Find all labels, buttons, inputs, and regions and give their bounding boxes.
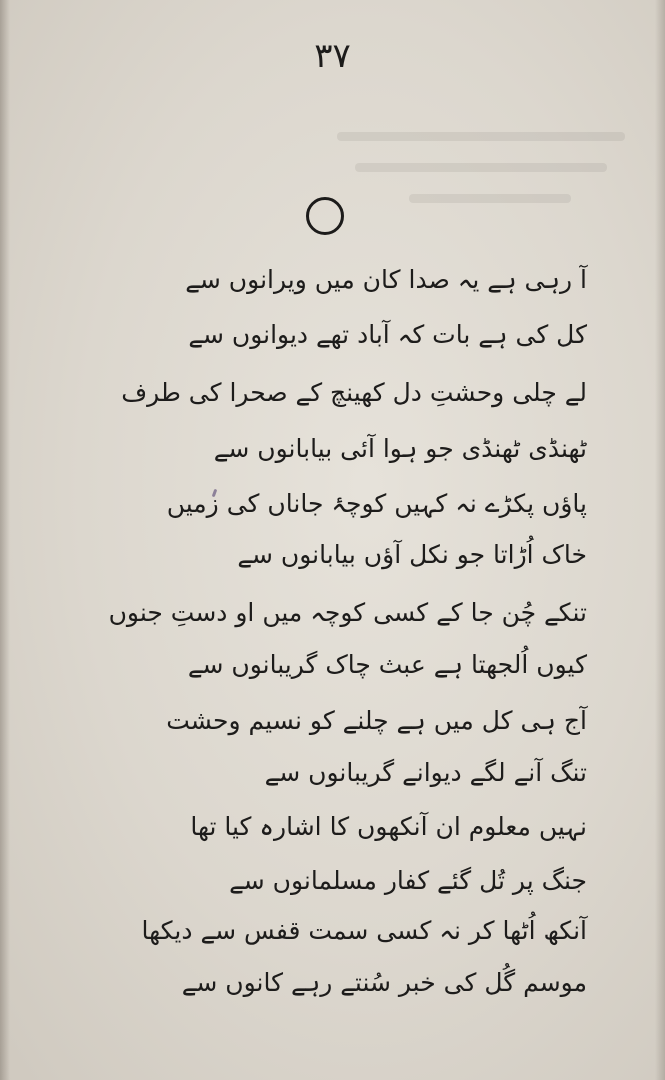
page-right-edge bbox=[655, 0, 665, 1080]
verse-line-13: آنکھ اُٹھا کر نہ کسی سمت قفس سے دیکھا bbox=[141, 916, 587, 945]
page-left-edge bbox=[0, 0, 10, 1080]
verse-line-7: تنکے چُن جا کے کسی کوچہ میں او دستِ جنوں bbox=[108, 598, 587, 627]
page-number: ۳۷ bbox=[314, 36, 351, 76]
verse-line-4: ٹھنڈی ٹھنڈی جو ہوا آئی بیابانوں سے bbox=[213, 434, 587, 463]
verse-line-5: پاؤں پکڑے نہ کہیں کوچۂ جاناں کی زمیں bbox=[166, 489, 587, 518]
verse-line-1: آ رہی ہے یہ صدا کان میں ویرانوں سے bbox=[185, 265, 587, 294]
verse-line-8: کیوں اُلجھتا ہے عبث چاک گریبانوں سے bbox=[187, 650, 587, 679]
verse-line-11: نہیں معلوم ان آنکھوں کا اشارہ کیا تھا bbox=[190, 812, 587, 841]
verse-line-14: موسم گُل کی خبر سُنتے رہے کانوں سے bbox=[181, 968, 587, 997]
verse-line-3: لے چلی وحشتِ دل کھینچ کے صحرا کی طرف bbox=[121, 378, 587, 407]
verse-line-12: جنگ پر تُل گئے کفار مسلمانوں سے bbox=[229, 866, 587, 895]
verse-line-9: آج ہی کل میں ہے چلنے کو نسیم وحشت bbox=[166, 706, 587, 735]
verse-line-6: خاک اُڑاتا جو نکل آؤں بیابانوں سے bbox=[237, 540, 587, 569]
verse-line-2: کل کی ہے بات کہ آباد تھے دیوانوں سے bbox=[188, 320, 587, 349]
verse-line-10: تنگ آنے لگے دیوانے گریبانوں سے bbox=[264, 758, 587, 787]
section-circle-icon bbox=[306, 197, 344, 235]
